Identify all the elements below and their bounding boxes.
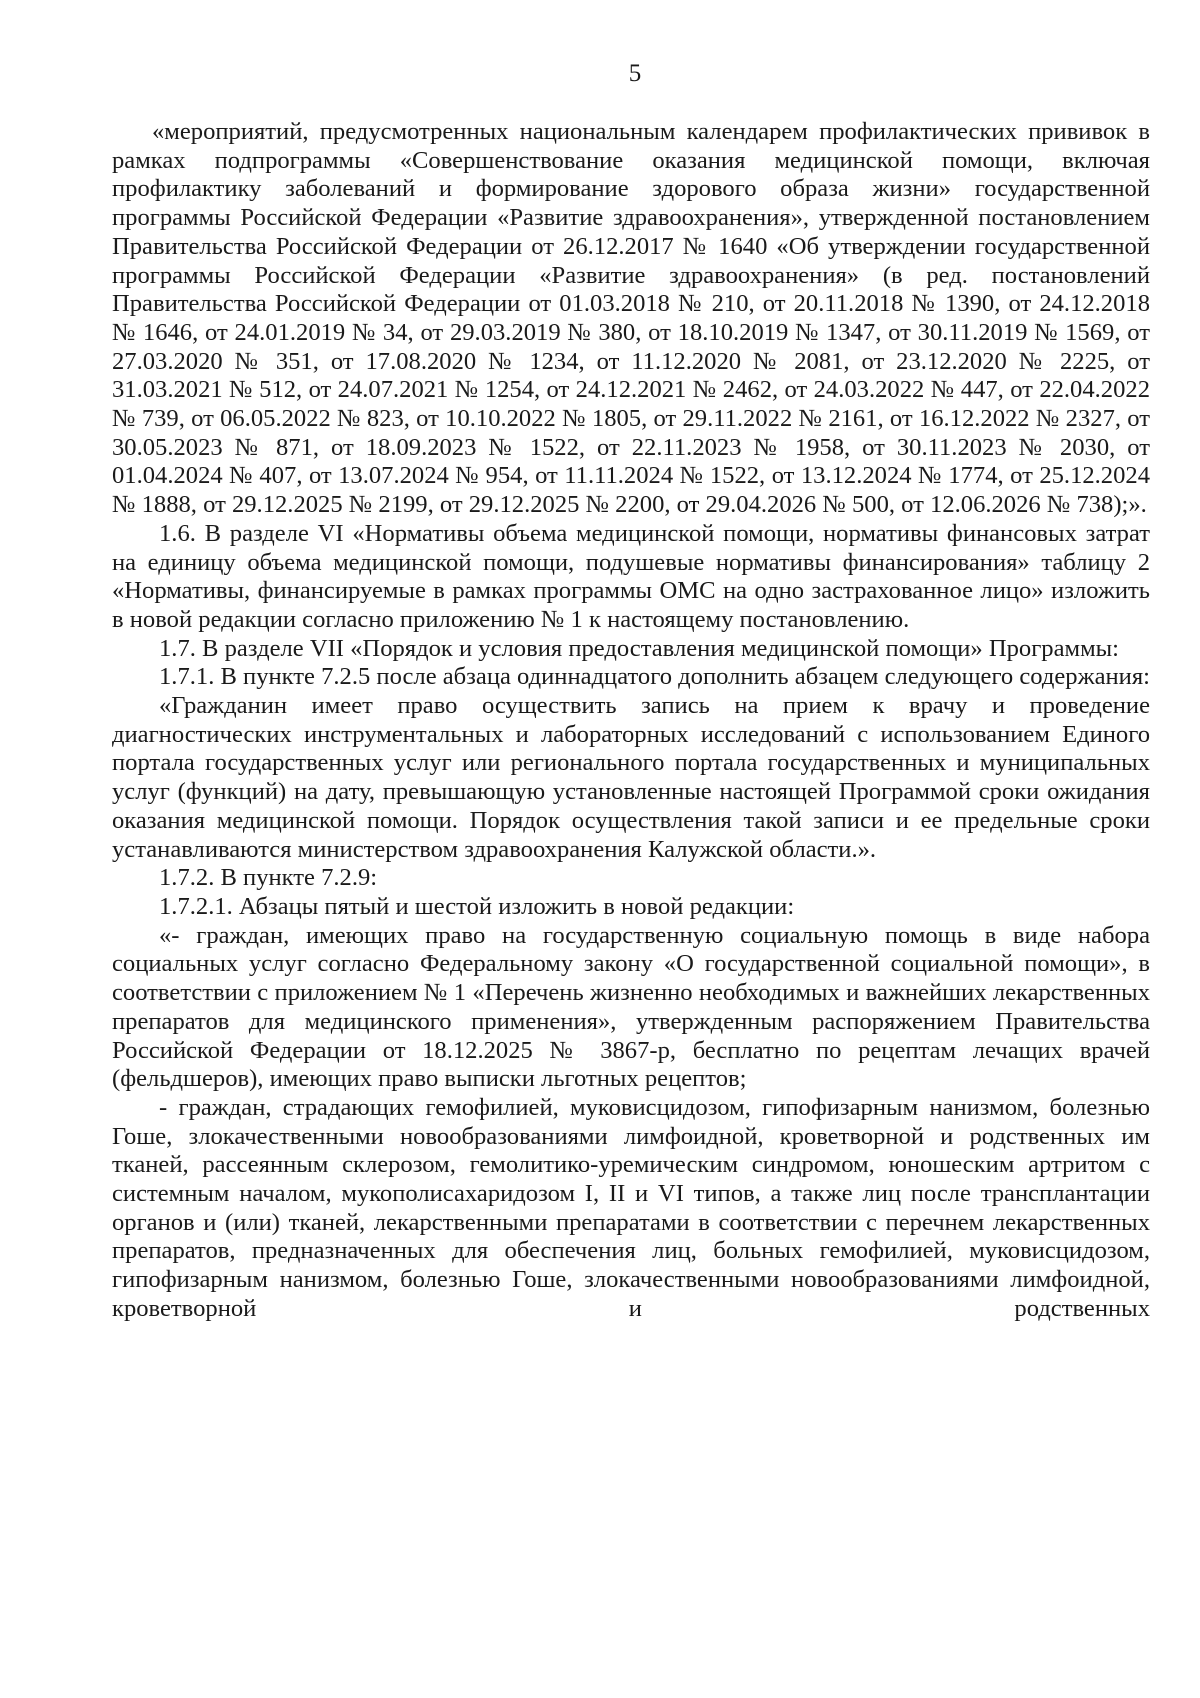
paragraph-1-7-2-1: 1.7.2.1. Абзацы пятый и шестой изложить в новой редакции: — [159, 892, 795, 920]
page-number: 5 — [628, 60, 642, 87]
paragraph-social-assistance-citizens: «- граждан, имеющих право на государственную социальную помощь в виде набора социальных услуг согласно Федеральному закону «О государственной социальной помощи», в соответствии с приложением № 1 «Перечень жизненно необходимых и важнейших лекарственных препаратов для медицинского применения», утвержденным распоряжением Правительства Российской Федерации от 18.12.2025 № 3867-р, бесплатно по рецептам лечащих врачей (фельдшеров), имеющих право выписки льготных рецептов; — [112, 921, 1150, 1093]
document-body — [112, 118, 1150, 1324]
paragraph-1-7: 1.7. В разделе VII «Порядок и условия предоставления медицинской помощи» Программы: — [159, 634, 1120, 662]
paragraph-rare-disease-citizens: - граждан, страдающих гемофилией, муковисцидозом, гипофизарным нанизмом, болезнью Гоше, злокачественными новообразованиями лимфоидной, кроветворной и родственных им тканей, рассеянным склерозом, гемолитико-уремическим синдромом, юношеским артритом с системным началом, мукополисахаридозом I, II и VI типов, а также лиц после трансплантации органов и (или) тканей, лекарственными препаратами в соответствии с перечнем лекарственных препаратов, предназначенных для обеспечения лиц, больных гемофилией, муковисцидозом, гипофизарным нанизмом, болезнью Гоше, злокачественными новообразованиями лимфоидной, кроветворной и родственных — [112, 1093, 1150, 1322]
paragraph-1-6: 1.6. В разделе VI «Нормативы объема медицинской помощи, нормативы финансовых затрат на единицу объема медицинской помощи, подушевые нормативы финансирования» таблицу 2 «Нормативы, финансируемые в рамках программы ОМС на одно застрахованное лицо» изложить в новой редакции согласно приложению № 1 к настоящему постановлению. — [112, 519, 1150, 633]
paragraph-1-7-1: 1.7.1. В пункте 7.2.5 после абзаца одиннадцатого дополнить абзацем следующего содержания: — [159, 663, 1150, 691]
paragraph-1-7-2: 1.7.2. В пункте 7.2.9: — [159, 864, 378, 892]
paragraph-appointment-right: «Гражданин имеет право осуществить запись на прием к врачу и проведение диагностических инструментальных и лабораторных исследований с использованием Единого портала государственных услуг или регионального портала государственных и муниципальных услуг (функций) на дату, превышающую установленные настоящей Программой сроки ожидания оказания медицинской помощи. Порядок осуществления такой записи и ее предельные сроки устанавливаются министерством здравоохранения Калужской области.». — [112, 692, 1150, 863]
paragraph-program-amendment-list: «мероприятий, предусмотренных национальным календарем профилактических прививок в рамках подпрограммы «Совершенствование оказания медицинской помощи, включая профилактику заболеваний и формирование здорового образа жизни» государственной программы Российской Федерации «Развитие здравоохранения», утвержденной постановлением Правительства Российской Федерации от 26.12.2017 № 1640 «Об утверждении государственной программы Российской Федерации «Развитие здравоохранения» (в ред. постановлений Правительства Российской Федерации от 01.03.2018 № 210, от 20.11.2018 № 1390, от 24.12.2018 № 1646, от 24.01.2019 № 34, от 29.03.2019 № 380, от 18.10.2019 № 1347, от 30.11.2019 № 1569, от 27.03.2020 № 351, от 17.08.2020 № 1234, от 11.12.2020 № 2081, от 23.12.2020 № 2225, от 31.03.2021 № 512, от 24.07.2021 № 1254, от 24.12.2021 № 2462, от 24.03.2022 № 447, от 22.04.2022 № 739, от 06.05.2022 № 823, от 10.10.2022 № 1805, от 29.11.2022 № 2161, от 16.12.2022 № 2327, от 30.05.2023 № 871, от 18.09.2023 № 1522, от 22.11.2023 № 1958, от 30.11.2023 № 2030, от 01.04.2024 № 407, от 13.07.2024 № 954, от 11.11.2024 № 1522, от 13.12.2024 № 1774, от 25.12.2024 № 1888, от 29.12.2025 № 2199, от 29.12.2025 № 2200, от 29.04.2026 № 500, от 12.06.2026 № 738);». — [112, 118, 1150, 519]
